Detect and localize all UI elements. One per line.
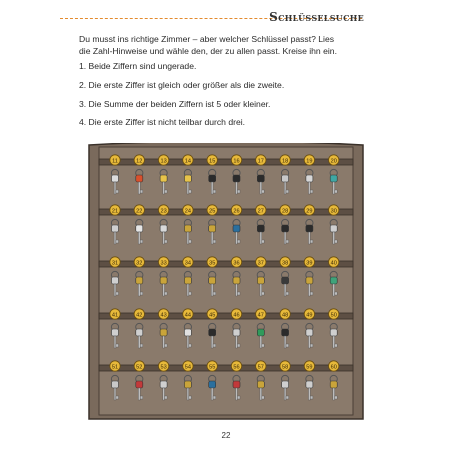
key-number: 25 [209, 208, 216, 215]
key-shaft [236, 336, 238, 348]
key-bow [209, 381, 216, 388]
key-number: 18 [281, 158, 289, 165]
key-shaft [333, 388, 335, 400]
key-bit [310, 292, 313, 295]
key-bow [306, 329, 313, 336]
key-number: 15 [209, 158, 216, 165]
key-cabinet [85, 143, 367, 421]
key-bit [213, 190, 216, 193]
key-bow [112, 381, 119, 388]
key-number: 20 [330, 158, 337, 165]
key-number: 57 [257, 364, 264, 371]
key-shaft [163, 388, 165, 400]
key-bit [140, 240, 143, 243]
key-shaft [187, 182, 189, 194]
key-bow [136, 277, 143, 284]
key-number: 24 [184, 208, 192, 215]
key-bit [237, 190, 240, 193]
key-number: 27 [257, 208, 264, 215]
key-bit [237, 240, 240, 243]
key-number: 19 [306, 158, 313, 165]
key-shaft [138, 182, 140, 194]
key-bit [189, 292, 192, 295]
key-bow [184, 175, 191, 182]
key-bow [209, 329, 216, 336]
key-shaft [138, 284, 140, 296]
key-number: 39 [306, 260, 313, 267]
key-number: 33 [160, 260, 167, 267]
key-number: 22 [136, 208, 143, 215]
key-bow [306, 277, 313, 284]
key-number: 34 [184, 260, 192, 267]
page-title: Schlüsselsuche [269, 10, 364, 24]
key-number: 26 [233, 208, 240, 215]
key-bow [330, 175, 337, 182]
key-number: 45 [209, 312, 216, 319]
key-bow [209, 225, 216, 232]
key-bit [310, 240, 313, 243]
key-bow [330, 329, 337, 336]
key-bow [136, 225, 143, 232]
key-shaft [114, 284, 116, 296]
hint-4: 4. Die erste Ziffer ist nicht teilbar durch drei. [79, 117, 246, 127]
key-shaft [309, 232, 311, 244]
key-bow [160, 225, 167, 232]
key-number: 21 [111, 208, 119, 215]
key-bit [165, 344, 168, 347]
key-number: 42 [136, 312, 143, 319]
key-shaft [260, 336, 262, 348]
key-bow [136, 175, 143, 182]
key-bit [237, 396, 240, 399]
key-bow [306, 225, 313, 232]
key-bit [213, 240, 216, 243]
key-bit [140, 344, 143, 347]
key-shaft [114, 182, 116, 194]
key-bit [213, 344, 216, 347]
key-bit [189, 344, 192, 347]
key-shaft [309, 284, 311, 296]
key-number: 31 [111, 260, 119, 267]
key-shaft [284, 284, 286, 296]
key-number: 29 [306, 208, 313, 215]
key-number: 14 [184, 158, 192, 165]
key-number: 46 [233, 312, 240, 319]
key-number: 13 [160, 158, 167, 165]
hint-2: 2. Die erste Ziffer ist gleich oder größer als die zweite. [79, 80, 285, 90]
key-bit [213, 396, 216, 399]
key-number: 43 [160, 312, 167, 319]
key-shaft [284, 232, 286, 244]
key-number: 52 [136, 364, 143, 371]
key-bow [282, 329, 289, 336]
key-bow [282, 277, 289, 284]
key-shaft [333, 336, 335, 348]
key-bow [257, 225, 264, 232]
key-shaft [333, 232, 335, 244]
key-bit [335, 240, 338, 243]
key-bow [257, 329, 264, 336]
key-bit [140, 292, 143, 295]
key-number: 40 [330, 260, 337, 267]
hint-3: 3. Die Summe der beiden Ziffern ist 5 oder kleiner. [79, 99, 271, 109]
key-bit [116, 396, 119, 399]
page-number: 22 [221, 431, 231, 440]
key-shaft [309, 336, 311, 348]
intro-line-1: Du musst ins richtige Zimmer – aber welcher Schlüssel passt? Lies [79, 34, 335, 44]
key-bit [189, 396, 192, 399]
key-number: 49 [306, 312, 313, 319]
key-shaft [187, 388, 189, 400]
key-number: 60 [330, 364, 337, 371]
key-shaft [260, 232, 262, 244]
key-bow [257, 277, 264, 284]
key-bit [262, 190, 265, 193]
key-bit [140, 190, 143, 193]
key-number: 59 [306, 364, 313, 371]
key-shaft [284, 336, 286, 348]
key-shaft [187, 232, 189, 244]
key-number: 51 [111, 364, 119, 371]
key-shaft [260, 182, 262, 194]
key-bit [189, 190, 192, 193]
key-bow [330, 225, 337, 232]
key-bow [330, 277, 337, 284]
key-bit [165, 240, 168, 243]
key-shaft [333, 284, 335, 296]
key-number: 55 [209, 364, 216, 371]
key-bow [136, 381, 143, 388]
key-bit [237, 292, 240, 295]
key-bow [257, 175, 264, 182]
key-number: 54 [184, 364, 192, 371]
key-bow [233, 225, 240, 232]
key-number: 50 [330, 312, 337, 319]
key-bit [335, 292, 338, 295]
key-bow [160, 329, 167, 336]
key-shaft [309, 182, 311, 194]
key-shaft [236, 232, 238, 244]
page-header [0, 6, 452, 26]
key-shaft [163, 336, 165, 348]
key-bow [160, 277, 167, 284]
key-number: 44 [184, 312, 192, 319]
key-number: 38 [281, 260, 289, 267]
key-shaft [236, 284, 238, 296]
key-bit [116, 240, 119, 243]
key-bow [136, 329, 143, 336]
key-bow [330, 381, 337, 388]
key-shaft [163, 284, 165, 296]
key-shaft [260, 388, 262, 400]
key-number: 35 [209, 260, 216, 267]
key-bow [209, 277, 216, 284]
key-bit [286, 344, 289, 347]
key-bit [116, 344, 119, 347]
key-bit [262, 240, 265, 243]
key-shaft [284, 388, 286, 400]
key-number: 11 [112, 158, 118, 165]
key-number: 58 [281, 364, 289, 371]
key-bit [237, 344, 240, 347]
intro-text [79, 33, 379, 57]
key-bit [286, 240, 289, 243]
key-bow [112, 329, 119, 336]
key-bow [184, 225, 191, 232]
key-bow [209, 175, 216, 182]
key-bow [112, 225, 119, 232]
key-number: 30 [330, 208, 337, 215]
key-number: 48 [281, 312, 289, 319]
key-shaft [187, 336, 189, 348]
key-number: 23 [160, 208, 167, 215]
key-shaft [187, 284, 189, 296]
key-bow [306, 175, 313, 182]
key-bow [257, 381, 264, 388]
intro-line-2: die Zahl-Hinweise und wähle den, der zu allen passt. Kreise ihn ein. [79, 46, 337, 56]
key-bit [262, 344, 265, 347]
key-bow [282, 381, 289, 388]
key-bow [282, 225, 289, 232]
key-shaft [163, 182, 165, 194]
key-bow [233, 175, 240, 182]
key-shaft [260, 284, 262, 296]
key-bow [233, 277, 240, 284]
key-bit [140, 396, 143, 399]
key-bow [160, 381, 167, 388]
key-bow [184, 277, 191, 284]
hint-1: 1. Beide Ziffern sind ungerade. [79, 61, 197, 71]
key-number: 36 [233, 260, 240, 267]
key-bit [116, 190, 119, 193]
key-bow [184, 329, 191, 336]
key-bit [335, 190, 338, 193]
key-shaft [211, 182, 213, 194]
key-number: 12 [136, 158, 143, 165]
key-shaft [211, 388, 213, 400]
key-cabinet-illustration [85, 143, 367, 421]
key-number: 28 [281, 208, 289, 215]
key-number: 47 [257, 312, 264, 319]
key-shaft [114, 232, 116, 244]
key-shaft [138, 232, 140, 244]
key-bit [165, 292, 168, 295]
key-bow [160, 175, 167, 182]
key-bow [282, 175, 289, 182]
key-shaft [138, 336, 140, 348]
key-number: 16 [233, 158, 240, 165]
key-bit [189, 240, 192, 243]
key-bit [116, 292, 119, 295]
key-bit [165, 396, 168, 399]
key-shaft [211, 284, 213, 296]
key-shaft [163, 232, 165, 244]
key-shaft [236, 182, 238, 194]
key-shaft [211, 336, 213, 348]
key-bit [286, 396, 289, 399]
key-bit [310, 190, 313, 193]
key-shaft [284, 182, 286, 194]
key-bow [233, 329, 240, 336]
key-bit [262, 292, 265, 295]
key-shaft [211, 232, 213, 244]
key-bit [286, 292, 289, 295]
key-bit [310, 396, 313, 399]
key-bow [112, 277, 119, 284]
key-number: 17 [257, 158, 264, 165]
key-shaft [138, 388, 140, 400]
key-number: 41 [111, 312, 119, 319]
key-bow [306, 381, 313, 388]
key-number: 53 [160, 364, 167, 371]
key-shaft [333, 182, 335, 194]
key-bit [165, 190, 168, 193]
key-bit [335, 396, 338, 399]
key-bow [184, 381, 191, 388]
key-bow [233, 381, 240, 388]
key-bit [335, 344, 338, 347]
key-shaft [309, 388, 311, 400]
key-bit [262, 396, 265, 399]
key-bit [310, 344, 313, 347]
key-bit [213, 292, 216, 295]
key-bow [112, 175, 119, 182]
key-number: 56 [233, 364, 240, 371]
key-shaft [114, 336, 116, 348]
key-shaft [236, 388, 238, 400]
key-number: 37 [257, 260, 264, 267]
key-number: 32 [136, 260, 143, 267]
key-shaft [114, 388, 116, 400]
key-bit [286, 190, 289, 193]
